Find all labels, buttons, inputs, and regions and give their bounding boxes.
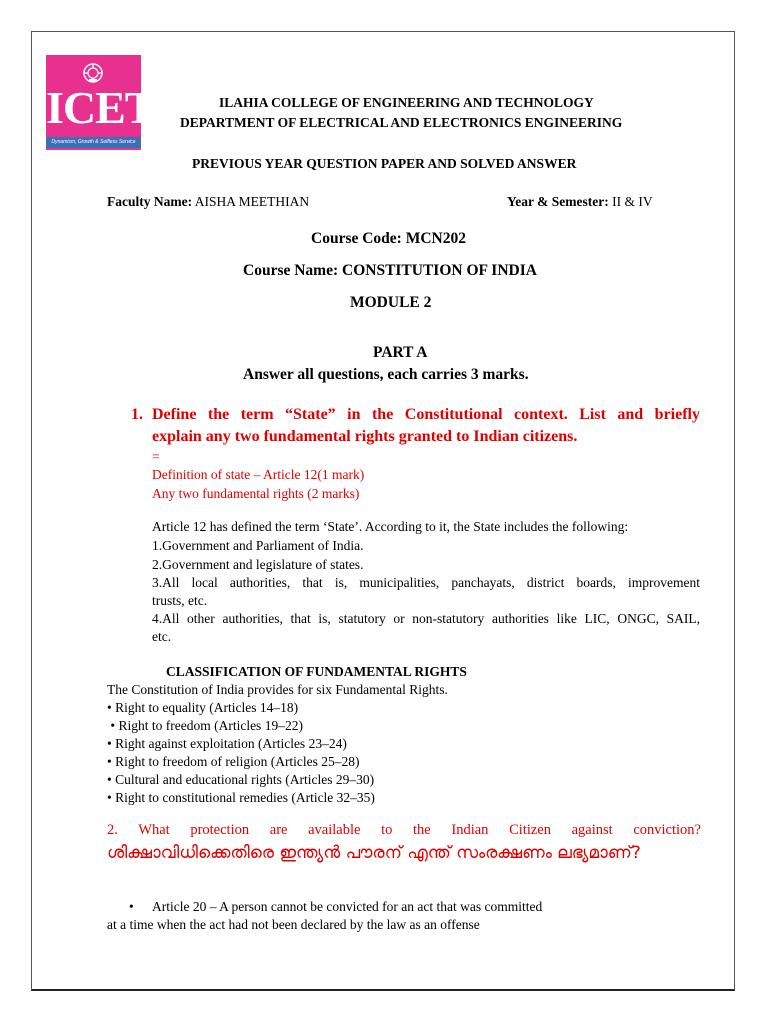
part-a-title: PART A — [373, 344, 428, 361]
logo-text: ICET — [46, 82, 155, 133]
faculty-value: AISHA MEETHIAN — [194, 194, 310, 209]
q1-answer-item4a-text: 4.All other authorities, that is, statutory or non-statutory authorities like LIC, ONGC, SAIL, — [152, 611, 700, 626]
year-value: II & IV — [612, 194, 653, 209]
course-name: Course Name: CONSTITUTION OF INDIA — [243, 262, 537, 279]
part-a-instruction: Answer all questions, each carries 3 marks. — [243, 366, 529, 383]
q1-mark2: Any two fundamental rights (2 marks) — [152, 486, 360, 501]
q1-answer-item4a — [152, 609, 700, 628]
q2-line1 — [107, 822, 701, 839]
right-item: • Right to equality (Articles 14–18) — [107, 700, 299, 715]
q2-answer-line1: Article 20 – A person cannot be convicted for an act that was committed — [152, 899, 543, 914]
q1-line1-text: Define the term “State” in the Constitutional context. List and briefly — [152, 406, 700, 423]
paper-title: PREVIOUS YEAR QUESTION PAPER AND SOLVED ANSWER — [192, 156, 577, 171]
q1-answer-item4b: etc. — [152, 629, 172, 644]
right-item: • Cultural and educational rights (Articles 29–30) — [107, 772, 375, 787]
q1-answer-item3b: trusts, etc. — [152, 593, 208, 608]
classification-intro: The Constitution of India provides for six Fundamental Rights. — [107, 682, 448, 697]
q2-line1-text: 2. What protection are available to the Indian Citizen against conviction? — [107, 822, 701, 838]
q2-answer-line2: at a time when the act had not been declared by the law as an offense — [107, 917, 480, 932]
q1-line2: explain any two fundamental rights granted to Indian citizens. — [152, 428, 578, 445]
classification-heading: CLASSIFICATION OF FUNDAMENTAL RIGHTS — [166, 664, 467, 679]
q1-answer-item3a — [152, 573, 700, 592]
right-item: • Right against exploitation (Articles 23–24) — [107, 736, 347, 751]
faculty-label: Faculty Name: — [107, 194, 193, 209]
logo-tagline: Dynamism, Growth & Selfless Service — [46, 137, 141, 148]
q1-answer-item2: 2.Government and legislature of states. — [152, 557, 364, 572]
right-item: • Right to freedom of religion (Articles 25–28) — [107, 754, 360, 769]
right-item: • Right to freedom (Articles 19–22) — [107, 718, 303, 733]
emblem-icon — [82, 62, 104, 84]
q1-mark1: Definition of state – Article 12(1 mark) — [152, 467, 365, 482]
year-semester-line — [507, 192, 653, 211]
faculty-line — [107, 192, 309, 211]
module-title: MODULE 2 — [350, 294, 432, 311]
q1-equals: = — [152, 449, 160, 464]
year-label: Year & Semester: — [507, 194, 609, 209]
course-code: Course Code: MCN202 — [311, 230, 466, 247]
right-item: • Right to constitutional remedies (Article 32–35) — [107, 790, 375, 805]
q1-line1 — [152, 406, 700, 424]
q2-bullet: • — [129, 899, 134, 914]
college-name: ILAHIA COLLEGE OF ENGINEERING AND TECHNOLOGY — [219, 95, 594, 110]
college-logo — [46, 55, 155, 150]
q2-malayalam: ശിക്ഷാവിധിക്കെതിരെ ഇന്ത്യൻ പൗരന് എന്ത് സംരക്ഷണം ലഭ്യമാണ്? — [107, 843, 641, 863]
q1-answer-intro: Article 12 has defined the term ‘State’. According to it, the State includes the following: — [152, 519, 629, 534]
department-name: DEPARTMENT OF ELECTRICAL AND ELECTRONICS ENGINEERING — [180, 115, 623, 130]
q1-answer-item3a-text: 3.All local authorities, that is, municipalities, panchayats, district boards, improvement — [152, 575, 700, 590]
q1-answer-item1: 1.Government and Parliament of India. — [152, 538, 364, 553]
q1-number: 1. — [131, 406, 143, 423]
